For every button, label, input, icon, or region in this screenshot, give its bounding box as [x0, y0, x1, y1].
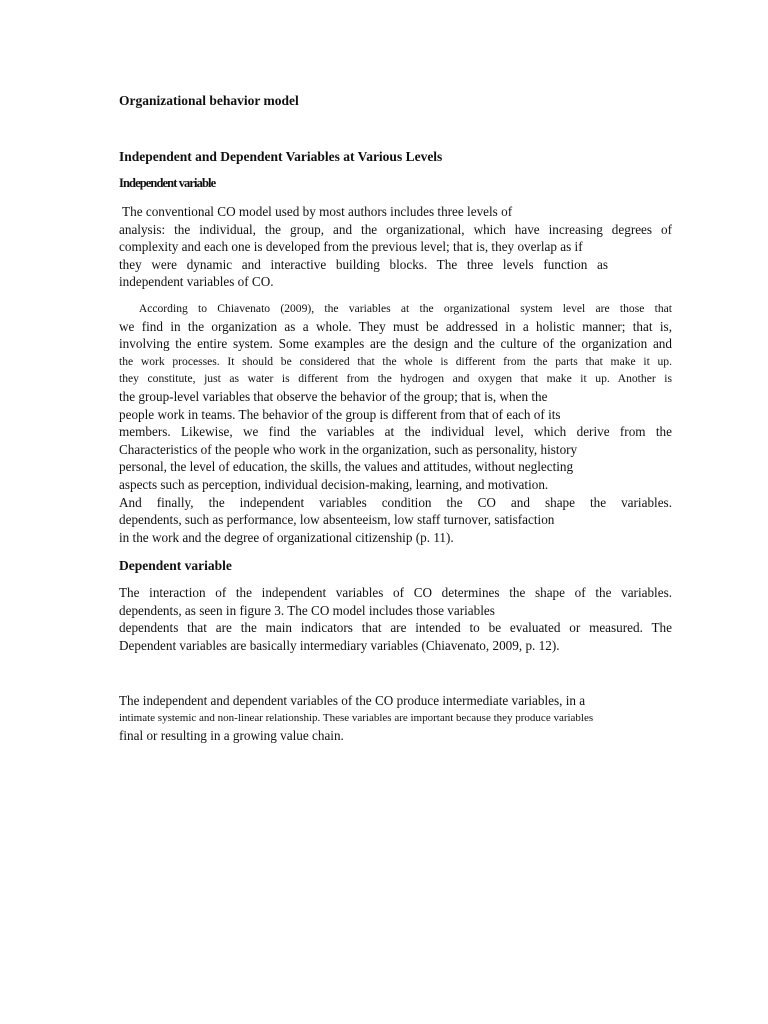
paragraph-line: members. Likewise, we find the variables at the individual level, which derive from the [119, 424, 672, 440]
paragraph-line: intimate systemic and non-linear relationship. These variables are important because they produce variables [119, 711, 594, 724]
paragraph-dependent [119, 584, 672, 654]
paragraph-line: people work in teams. The behavior of the group is different from that of each of its [119, 406, 561, 422]
paragraph-line: independent variables of CO. [119, 274, 274, 290]
paragraph-line: dependents that are the main indicators that are intended to be evaluated or measured. The [119, 620, 672, 636]
paragraph-line: involving the entire system. Some examples are the design and the culture of the organization and [119, 336, 672, 352]
paragraph-line: the group-level variables that observe the behavior of the group; that is, when the [119, 388, 548, 404]
paragraph-line: The conventional CO model used by most authors includes three levels of [119, 204, 513, 219]
paragraph-intermediate [119, 692, 672, 745]
paragraph-line: dependents, as seen in figure 3. The CO model includes those variables [119, 602, 495, 618]
paragraph-line: analysis: the individual, the group, and the organizational, which have increasing degrees of [119, 221, 672, 237]
section-heading: Independent and Dependent Variables at Various Levels [119, 149, 443, 164]
dependent-variable-heading: Dependent variable [119, 558, 232, 573]
paragraph-line: Dependent variables are basically intermediary variables (Chiavenato, 2009, p. 12). [119, 637, 560, 653]
paragraph-line: they were dynamic and interactive building blocks. The three levels function as [119, 256, 608, 272]
document-title: Organizational behavior model [119, 93, 299, 108]
independent-variable-heading: Independent variable [119, 176, 216, 190]
paragraph-line: The independent and dependent variables of the CO produce intermediate variables, in a [119, 693, 586, 708]
paragraph-line: complexity and each one is developed from the previous level; that is, they overlap as if [119, 239, 583, 255]
paragraph-line: they constitute, just as water is different from the hydrogen and oxygen that make it up. Another is [119, 372, 672, 386]
paragraph-line: dependents, such as performance, low absenteeism, low staff turnover, satisfaction [119, 512, 555, 528]
paragraph-line: we find in the organization as a whole. They must be addressed in a holistic manner; that is, [119, 318, 672, 334]
paragraph-line: And finally, the independent variables condition the CO and shape the variables. [119, 494, 672, 510]
paragraph-line: aspects such as perception, individual decision-making, learning, and motivation. [119, 476, 549, 492]
paragraph-line: personal, the level of education, the skills, the values and attitudes, without neglecting [119, 459, 574, 475]
paragraph-line: According to Chiavenato (2009), the variables at the organizational system level are those that [119, 302, 672, 315]
paragraph-levels [119, 203, 672, 291]
paragraph-line: in the work and the degree of organizational citizenship (p. 11). [119, 529, 454, 545]
paragraph-line: the work processes. It should be considered that the whole is different from the parts that make it up. [119, 354, 672, 368]
paragraph-line: The interaction of the independent variables of CO determines the shape of the variables. [119, 585, 672, 600]
paragraph-line: Characteristics of the people who work in the organization, such as personality, history [119, 441, 578, 457]
paragraph-line: final or resulting in a growing value chain. [119, 728, 344, 744]
paragraph-chiavenato-levels [119, 300, 672, 546]
